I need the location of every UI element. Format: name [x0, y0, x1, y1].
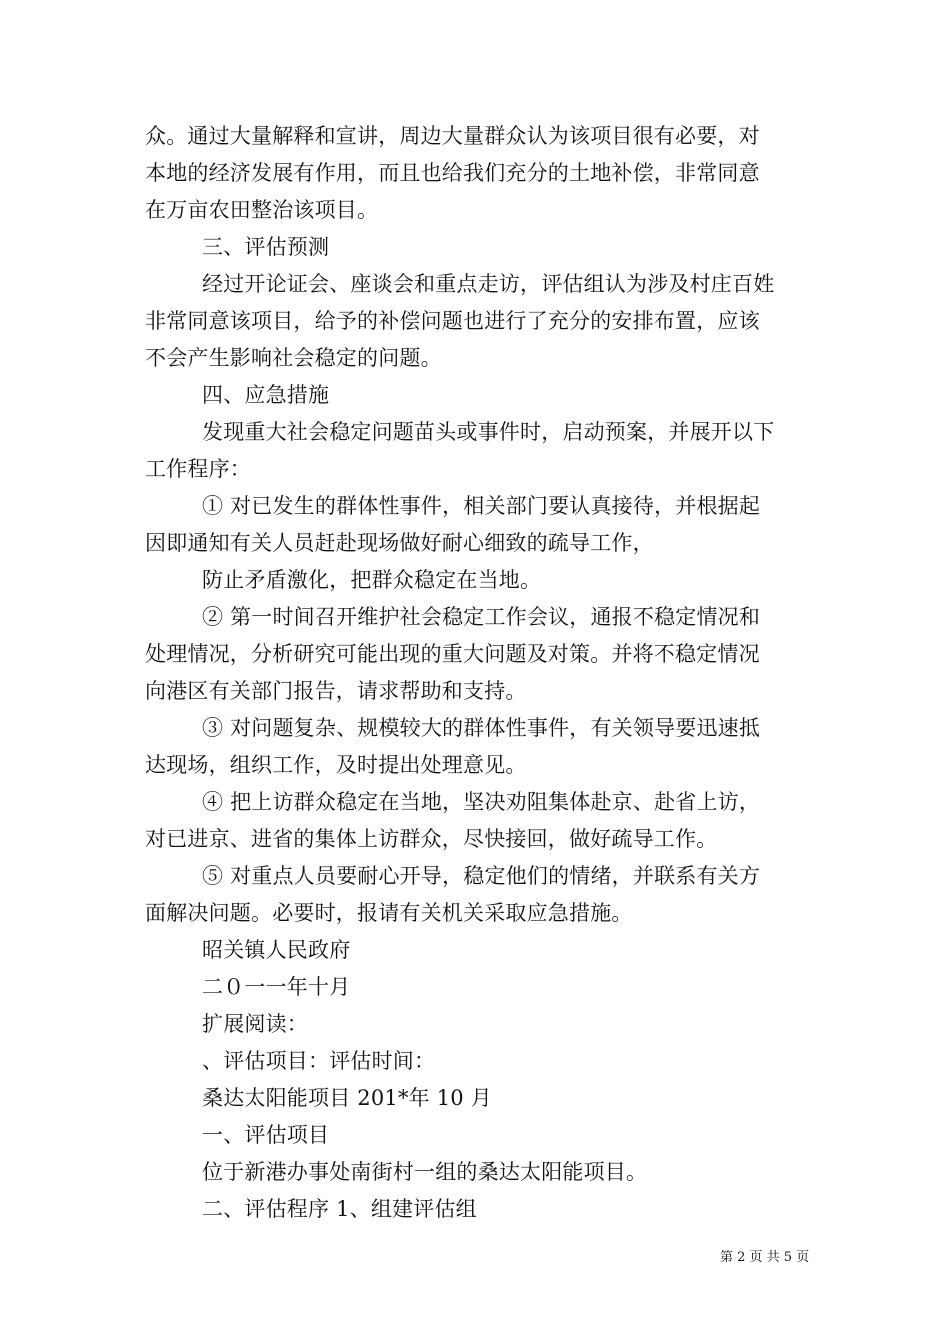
list-item-1: ① 对已发生的群体性事件，相关部门要认真接待，并根据起 [202, 494, 761, 518]
text-line-22: 面解决问题。必要时，报请有关机关采取应急措施。 [145, 901, 633, 925]
text-line-26: 、评估项目：评估时间： [202, 1049, 436, 1073]
text-line-15: 处理情况，分析研究可能出现的重大问题及对策。并将不稳定情况 [145, 642, 760, 666]
text-line-18: 达现场，组织工作，及时提出处理意见。 [145, 753, 527, 777]
text-line-12: 因即通知有关人员赶赴现场做好耐心细致的疏导工作， [145, 531, 654, 555]
section-heading-assessment-forecast: 三、评估预测 [202, 235, 330, 259]
text-line-9: 发现重大社会稳定问题苗头或事件时，启动预案，并展开以下 [202, 420, 775, 444]
text-line-20: 对已进京、进省的集体上访群众，尽快接回，做好疏导工作。 [145, 827, 718, 851]
text-line-1: 众。通过大量解释和宣讲，周边大量群众认为该项目很有必要，对 [145, 124, 760, 148]
text-line-6: 非常同意该项目，给予的补偿问题也进行了充分的安排布置，应该 [145, 309, 760, 333]
text-line-27: 桑达太阳能项目 201*年 10 月 [202, 1086, 492, 1110]
section-heading-assessment-project: 一、评估项目 [202, 1123, 330, 1147]
page-number: 第 2 页 共 5 页 [720, 1250, 810, 1265]
text-line-2: 本地的经济发展有作用，而且也给我们充分的土地补偿，非常同意 [145, 161, 760, 185]
list-item-2: ② 第一时间召开维护社会稳定工作会议，通报不稳定情况和 [202, 605, 761, 629]
list-item-5: ⑤ 对重点人员要耐心开导，稳定他们的情绪，并联系有关方 [202, 864, 761, 888]
text-line-29: 位于新港办事处南街村一组的桑达太阳能项目。 [202, 1160, 648, 1184]
list-item-4: ④ 把上访群众稳定在当地，坚决劝阻集体赴京、赴省上访， [202, 790, 761, 814]
document-body [145, 118, 810, 1228]
text-line-5: 经过开论证会、座谈会和重点走访，评估组认为涉及村庄百姓 [202, 272, 775, 296]
section-heading-assessment-procedure: 二、评估程序 1、组建评估组 [202, 1197, 477, 1221]
text-line-13: 防止矛盾激化，把群众稳定在当地。 [202, 568, 542, 592]
section-heading-emergency-measures: 四、应急措施 [202, 383, 330, 407]
text-line-16: 向港区有关部门报告，请求帮助和支持。 [145, 679, 527, 703]
signature-date: 二０一一年十月 [202, 975, 351, 999]
text-line-7: 不会产生影响社会稳定的问题。 [145, 346, 442, 370]
text-line-10: 工作程序： [145, 457, 251, 481]
signature-organization: 昭关镇人民政府 [202, 938, 351, 962]
list-item-3: ③ 对问题复杂、规模较大的群体性事件，有关领导要迅速抵 [202, 716, 761, 740]
extended-reading-label: 扩展阅读： [202, 1012, 308, 1036]
text-line-3: 在万亩农田整治该项目。 [145, 198, 379, 222]
